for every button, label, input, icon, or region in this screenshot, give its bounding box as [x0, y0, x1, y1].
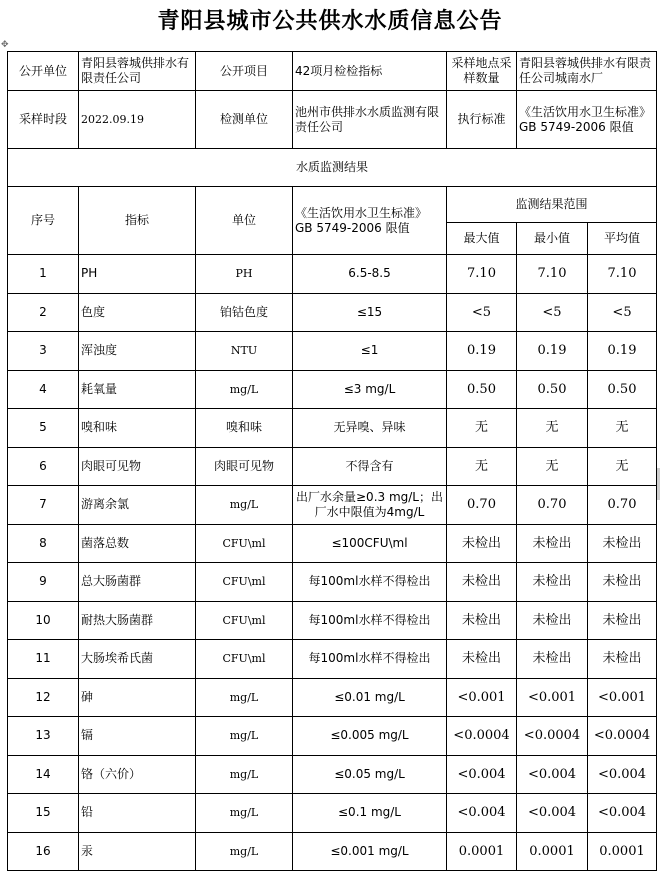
page-title: 青阳县城市公共供水水质信息公告 [157, 9, 503, 34]
unit-cell: mg/L [196, 370, 293, 409]
max-value-cell: 无 [447, 409, 517, 448]
row-number: 13 [8, 717, 79, 756]
unit-cell: CFU\ml [196, 601, 293, 640]
table-move-handle-icon[interactable]: ✥ [1, 40, 9, 50]
lab-label: 检测单位 [196, 91, 293, 149]
unit-cell: CFU\ml [196, 640, 293, 679]
min-value-cell: 0.0001 [517, 832, 588, 871]
location-value: 青阳县蓉城供排水有限责任公司城南水厂 [517, 52, 657, 91]
avg-value-cell: 未检出 [588, 640, 657, 679]
min-value-cell: <0.004 [517, 755, 588, 794]
min-value-cell: 0.70 [517, 486, 588, 525]
avg-value-cell: <0.0004 [588, 717, 657, 756]
header-avg: 平均值 [588, 223, 657, 255]
unit-cell: mg/L [196, 794, 293, 833]
table-row [8, 486, 657, 525]
avg-value-cell: 0.50 [588, 370, 657, 409]
limit-cell: 出厂水余量≥0.3 mg/L；出厂水中限值为4mg/L [293, 486, 447, 525]
limit-cell: ≤100CFU\ml [293, 524, 447, 563]
avg-value-cell: 未检出 [588, 524, 657, 563]
avg-value-cell: 未检出 [588, 601, 657, 640]
limit-cell: ≤0.05 mg/L [293, 755, 447, 794]
unit-cell: NTU [196, 332, 293, 371]
limit-cell: ≤0.001 mg/L [293, 832, 447, 871]
unit-cell: mg/L [196, 678, 293, 717]
max-value-cell: 0.50 [447, 370, 517, 409]
avg-value-cell: <0.004 [588, 755, 657, 794]
indicator-cell: 浑浊度 [79, 332, 196, 371]
unit-cell: 肉眼可见物 [196, 447, 293, 486]
avg-value-cell: 0.0001 [588, 832, 657, 871]
max-value-cell: 未检出 [447, 640, 517, 679]
max-value-cell: 未检出 [447, 601, 517, 640]
table-row [8, 370, 657, 409]
indicator-cell: 色度 [79, 293, 196, 332]
standard-value: 《生活饮用水卫生标准》GB 5749-2006 限值 [517, 91, 657, 149]
row-number: 10 [8, 601, 79, 640]
row-number: 9 [8, 563, 79, 602]
row-number: 16 [8, 832, 79, 871]
min-value-cell: <0.0004 [517, 717, 588, 756]
min-value-cell: 未检出 [517, 601, 588, 640]
min-value-cell: 未检出 [517, 524, 588, 563]
max-value-cell: <5 [447, 293, 517, 332]
table-row [8, 255, 657, 294]
section-row [8, 149, 657, 187]
min-value-cell: <0.001 [517, 678, 588, 717]
header-range: 监测结果范围 [447, 187, 657, 223]
min-value-cell: 无 [517, 409, 588, 448]
header-unit: 单位 [196, 187, 293, 255]
avg-value-cell: 7.10 [588, 255, 657, 294]
max-value-cell: 0.70 [447, 486, 517, 525]
table-row [8, 640, 657, 679]
max-value-cell: <0.001 [447, 678, 517, 717]
indicator-cell: 耐热大肠菌群 [79, 601, 196, 640]
publisher-value: 青阳县蓉城供排水有限责任公司 [79, 52, 196, 91]
table-row [8, 755, 657, 794]
min-value-cell: 0.19 [517, 332, 588, 371]
indicator-cell: 铬（六价） [79, 755, 196, 794]
unit-cell: mg/L [196, 755, 293, 794]
unit-cell: mg/L [196, 717, 293, 756]
max-value-cell: 0.19 [447, 332, 517, 371]
row-number: 1 [8, 255, 79, 294]
max-value-cell: 0.0001 [447, 832, 517, 871]
min-value-cell: <0.004 [517, 794, 588, 833]
table-row [8, 717, 657, 756]
avg-value-cell: 0.19 [588, 332, 657, 371]
unit-cell: 铂钴色度 [196, 293, 293, 332]
table-row [8, 794, 657, 833]
table-row [8, 524, 657, 563]
min-value-cell: 0.50 [517, 370, 588, 409]
location-label: 采样地点采样数量 [447, 52, 517, 91]
publisher-label: 公开单位 [8, 52, 79, 91]
avg-value-cell: <0.004 [588, 794, 657, 833]
table-row [8, 332, 657, 371]
table-row [8, 601, 657, 640]
max-value-cell: 未检出 [447, 563, 517, 602]
unit-cell: mg/L [196, 486, 293, 525]
limit-cell: 6.5-8.5 [293, 255, 447, 294]
period-value: 2022.09.19 [79, 91, 196, 149]
unit-cell: 嗅和味 [196, 409, 293, 448]
max-value-cell: <0.004 [447, 794, 517, 833]
indicator-cell: 总大肠菌群 [79, 563, 196, 602]
avg-value-cell: <5 [588, 293, 657, 332]
unit-cell: PH [196, 255, 293, 294]
section-title: 水质监测结果 [8, 149, 657, 187]
indicator-cell: 砷 [79, 678, 196, 717]
min-value-cell: 未检出 [517, 640, 588, 679]
unit-cell: CFU\ml [196, 524, 293, 563]
row-number: 4 [8, 370, 79, 409]
limit-cell: ≤0.005 mg/L [293, 717, 447, 756]
table-row [8, 447, 657, 486]
lab-value: 池州市供排水水质监测有限责任公司 [293, 91, 447, 149]
indicator-cell: 铅 [79, 794, 196, 833]
max-value-cell: <0.0004 [447, 717, 517, 756]
min-value-cell: 7.10 [517, 255, 588, 294]
max-value-cell: 无 [447, 447, 517, 486]
indicator-cell: 菌落总数 [79, 524, 196, 563]
header-no: 序号 [8, 187, 79, 255]
avg-value-cell: 无 [588, 409, 657, 448]
indicator-cell: 耗氧量 [79, 370, 196, 409]
table-row [8, 678, 657, 717]
indicator-cell: 游离余氯 [79, 486, 196, 525]
limit-cell: 每100ml水样不得检出 [293, 563, 447, 602]
avg-value-cell: 未检出 [588, 563, 657, 602]
limit-cell: 无异嗅、异味 [293, 409, 447, 448]
table-row [8, 409, 657, 448]
item-label: 公开项目 [196, 52, 293, 91]
max-value-cell: 未检出 [447, 524, 517, 563]
row-number: 8 [8, 524, 79, 563]
indicator-cell: 汞 [79, 832, 196, 871]
avg-value-cell: 无 [588, 447, 657, 486]
limit-cell: 每100ml水样不得检出 [293, 640, 447, 679]
indicator-cell: PH [79, 255, 196, 294]
limit-cell: ≤0.01 mg/L [293, 678, 447, 717]
row-number: 11 [8, 640, 79, 679]
avg-value-cell: 0.70 [588, 486, 657, 525]
header-min: 最小值 [517, 223, 588, 255]
limit-cell: 每100ml水样不得检出 [293, 601, 447, 640]
limit-cell: ≤1 [293, 332, 447, 371]
indicator-cell: 肉眼可见物 [79, 447, 196, 486]
avg-value-cell: <0.001 [588, 678, 657, 717]
row-number: 15 [8, 794, 79, 833]
row-number: 12 [8, 678, 79, 717]
row-number: 7 [8, 486, 79, 525]
info-row-1 [8, 52, 657, 91]
min-value-cell: 无 [517, 447, 588, 486]
header-indicator: 指标 [79, 187, 196, 255]
indicator-cell: 大肠埃希氏菌 [79, 640, 196, 679]
water-quality-table [7, 51, 657, 871]
item-value: 42项月检检指标 [293, 52, 447, 91]
table-row [8, 293, 657, 332]
limit-cell: ≤15 [293, 293, 447, 332]
table-row [8, 832, 657, 871]
min-value-cell: <5 [517, 293, 588, 332]
header-row-1 [8, 187, 657, 223]
indicator-cell: 镉 [79, 717, 196, 756]
row-number: 6 [8, 447, 79, 486]
unit-cell: mg/L [196, 832, 293, 871]
unit-cell: CFU\ml [196, 563, 293, 602]
limit-cell: 不得含有 [293, 447, 447, 486]
max-value-cell: <0.004 [447, 755, 517, 794]
table-row [8, 563, 657, 602]
info-row-2 [8, 91, 657, 149]
row-number: 3 [8, 332, 79, 371]
row-number: 5 [8, 409, 79, 448]
min-value-cell: 未检出 [517, 563, 588, 602]
row-number: 14 [8, 755, 79, 794]
row-number: 2 [8, 293, 79, 332]
period-label: 采样时段 [8, 91, 79, 149]
limit-cell: ≤0.1 mg/L [293, 794, 447, 833]
header-max: 最大值 [447, 223, 517, 255]
limit-cell: ≤3 mg/L [293, 370, 447, 409]
standard-label: 执行标准 [447, 91, 517, 149]
max-value-cell: 7.10 [447, 255, 517, 294]
header-limit: 《生活饮用水卫生标准》GB 5749-2006 限值 [293, 187, 447, 255]
indicator-cell: 嗅和味 [79, 409, 196, 448]
